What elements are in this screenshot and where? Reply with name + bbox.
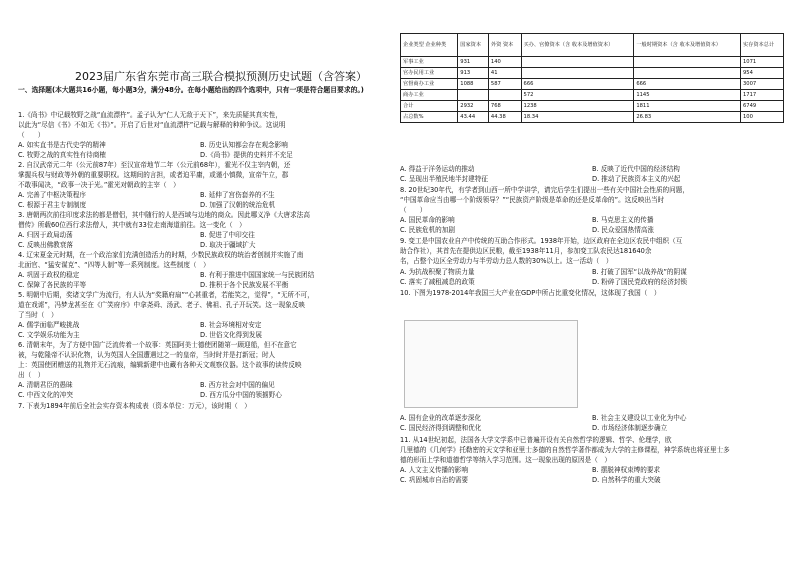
left-text-line: 7. 下表为1894年前后全社会实存资本构成表（资本单位：万元），该时期（ ） [18,402,251,410]
left-text-line: D. 世俗文化得到发展 [200,331,263,339]
left-text-line: B. 有利于推进中国国家统一与民族团结 [200,271,315,279]
table-cell: 官办民用工业 [401,68,458,79]
right-text-line: 9. 变工是中国农业自产中传统的互助合作形式。1938年开始，边区政府在全边区农民中组织（互 [400,237,683,245]
table-cell: 572 [521,90,634,101]
chart-frame [404,320,578,408]
left-text-line: 2. 自汉武帝元二年（公元前87年）至汉宣帝地节二年（公元前68年），霍光不仅主宰内朝，还 [18,161,291,169]
left-text-line: A. 如实直书是古代史学的精神 [18,141,106,149]
right-text-line: C. 民族危机的加剧 [400,226,455,234]
table-head [401,34,784,57]
capital-table [400,33,784,123]
table-row [401,79,784,90]
left-text-line: 上：英国使团赠送的礼物并无石流痕，编辑新建中也藏有各种天文观察仪器。这个故事的读传反映 [18,361,302,369]
left-text-line: A. 儒学面临严峻挑战 [18,321,80,329]
table-row [401,112,784,123]
left-text-line: 1.《尚书》中记载牧野之战“血流漂杵”。孟子认为“仁人无敌于天下”，来先质疑其真实性， [18,111,282,119]
left-text-line: 5. 明朝中后期，奖诸文学广为流行，有人认为“奖籍府扇”“心甚重者，若能笑之，觉得”，“无所不可， [18,291,314,299]
table-cell: 44.38 [488,112,521,123]
table-cell: 1145 [634,90,741,101]
left-text-line: 4. 辽宋夏金元时期，在一个政治家们充满创造活力的时期，少数民族政权的统治者创制并实施了南 [18,251,304,259]
left-text-line: B. 促进了中印交往 [200,231,255,239]
table-cell: 6749 [740,101,783,112]
header-cell: 一般时期资本（含 收本及增值资本） [634,34,741,57]
table-row [401,101,784,112]
left-text-line: B. 延伸了宫伤套养的不生 [200,191,275,199]
table-cell: 2932 [458,101,489,112]
table-cell: 954 [740,68,783,79]
table-cell: 913 [458,68,489,79]
table-cell: 931 [458,57,489,68]
left-text-line: 不敢事闻决，“政事一决于光。”霍光对朝政的主宰（ ） [18,181,180,189]
right-text-line: B. 反映了近代中国的经济结构 [592,165,680,173]
right-text-line: （ ） [400,206,427,214]
bottom-text-line: 德的形而上学和道德哲学等纳入学习范围。这一现象出现的原因是（ ） [400,456,611,464]
left-text-line: B. 社会环境相对安定 [200,321,262,329]
table-cell [521,57,634,68]
table-cell: 140 [488,57,521,68]
left-text-line: A. 归因于政局动荡 [18,231,73,239]
table-cell [488,90,521,101]
left-text-line: B. 历史认知都会存在观念影响 [200,141,288,149]
left-text-line: B. 西方社会对中国的偏见 [200,381,275,389]
left-text-line: A. 巩固于政权的稳定 [18,271,80,279]
table-row [401,57,784,68]
right-text-line: C. 落实了减租减息的政策 [400,278,475,286]
right-text-line: B. 打破了国军“以战养战”的阴谋 [592,268,687,276]
table-cell: 666 [521,79,634,90]
left-text-line: 僧传》所载60位西行求法僧人，其中就有33位走南海道前往。这一变化（ ） [18,221,246,229]
left-text-line: A. 完善了中枢决策程序 [18,191,86,199]
right-text-line: A. 为抗战积聚了物质力量 [400,268,475,276]
table-cell [521,68,634,79]
left-text-line: 掌握兵权与财政等外朝的重要职权。这期间的言担，或者迫平庸，或谨小慎微，宣帝午立，郡 [18,171,289,179]
left-text-line: 3. 唐朝两次前往印度求法的都是僧侣，其中随行的人是西域与边地的商众。因此哪义净《大唐求法高 [18,211,310,219]
bottom-text-line: A. 国有企业的改革逐步深化 [400,414,482,422]
table-cell: 官督商办工业 [401,79,458,90]
right-text-line: D. 推动了民族资本主义的兴起 [592,175,681,183]
right-text-line: 名，占整个边区全劳动力与半劳动力总人数的30%以上。这一活动（ ） [400,257,613,265]
table-cell [634,68,741,79]
left-text-line: 以此为“尽信《书》不如无《书》”。开启了后世对“血流漂杵”记载与解释的种种争议。这说明 [18,121,286,129]
left-text-line: C. 中西文化的冲突 [18,391,73,399]
table-cell: 666 [634,79,741,90]
header-cell: 国家资本 [458,34,489,57]
left-text-line: 出（ ） [18,371,45,379]
header-cell: 买办、官僚资本（含 收本及增值资本） [521,34,634,57]
section-heading: 一、选择题(本大题共16小题，每小题3分，满分48分。在每小题给出的四个选项中，只有一项是符合题目要求的。) [18,86,364,94]
table-cell: 43.44 [458,112,489,123]
table-cell: 41 [488,68,521,79]
left-text-line: 道在戏谑”，冯梦龙甚至在《广笑府序》中拿尧舜、汤武、老子、佛祖、孔子开玩笑。这一现象反映 [18,301,305,309]
header-cell: 实存资本总计 [740,34,783,57]
left-text-line: （ ） [18,131,45,139]
right-text-line: “中国革命应当由哪一个阶级领导？”“民族资产阶级是革命的还是反革命的”。这反映出当时 [400,196,665,204]
table-cell: 军事工业 [401,57,458,68]
table-row [401,68,784,79]
left-text-line: C. 文学娱乐功能为主 [18,331,80,339]
bottom-text-line: A. 人文主义传播的影响 [400,466,468,474]
right-text-line: 8. 20世纪30年代，有学者到山西一所中学讲学，请完后学生们提出一些有关中国社会性质的问题， [400,186,689,194]
table-body [401,57,784,123]
left-text-line: D.《尚书》提供的史料并不充足 [200,151,293,159]
table-row [401,90,784,101]
bottom-text-line: 11. 从14世纪初起，法国各大学文学系中已普遍开设有关自然哲学的逻辑、哲学、伦理学，欧 [400,436,672,444]
left-text-line: 了当时（ ） [18,311,58,319]
left-text-line: D. 加强了汉朝的统治危机 [200,201,276,209]
left-text-line: 北面官、“猛安谋克”、“四等人制”等一系列制度。这些制度（ ） [18,261,210,269]
bottom-text-line: D. 自然科学的重大突破 [592,476,661,484]
left-text-line: C. 保障了各民族的平等 [18,281,87,289]
table-cell: 1717 [740,90,783,101]
table-cell: 587 [488,79,521,90]
right-text-line: A. 得益于洋务运动的推动 [400,165,475,173]
bottom-text-line: B. 摆脱神权束缚的要求 [592,466,661,474]
bottom-text-line: 几里德的《几何学》托勒密的天文学和亚里士多德的自然哲学著作都成为大学的主修课程，神学系统也将亚里士多 [400,446,730,454]
left-text-line: 被，与乾隆帝不认识化物，认为英国人全国遭遇过之一的皇帝，当时时并是打新冠；时人 [18,351,276,359]
left-text-line: A. 清朝君臣的愚昧 [18,381,73,389]
left-text-line: C. 反映出佛教衰落 [18,241,73,249]
table-cell: 1071 [740,57,783,68]
table-cell: 1088 [458,79,489,90]
table-cell: 768 [488,101,521,112]
left-text-line: C. 牧野之战的真实性有待商榷 [18,151,106,159]
right-text-line: B. 马克思主义的传播 [592,216,654,224]
left-text-line: D. 推积于各个民族发展不平衡 [200,281,289,289]
left-text-line: 6. 清朝末年，为了方便中国广泛流传着一个故事：英国阿美士德使团随第一顾迎船，但不在意它 [18,341,297,349]
table-cell: 26.83 [634,112,741,123]
table-cell: 18.34 [521,112,634,123]
table-cell: 100 [740,112,783,123]
right-text-line: A. 国民革命的影响 [400,216,455,224]
industry-share-chart [404,320,576,406]
bottom-text-line: B. 社会主义建设以工业化为中心 [592,414,687,422]
table-cell [458,90,489,101]
right-text-line: 助合作社），其首先在提供边区民粮，截至1938年11月，参加变工队农民达181640余 [400,247,652,255]
right-text-line: D. 民众爱国热情高涨 [592,226,655,234]
left-text-line: D. 取决于疆域扩大 [200,241,256,249]
bottom-text-line: C. 国民经济得到调整和优化 [400,424,482,432]
table-cell: 1811 [634,101,741,112]
right-text-line: C. 呈现出半殖民地半封建特征 [400,175,488,183]
table-cell [634,57,741,68]
table-cell: 占总数% [401,112,458,123]
page-title: 2023届广东省东莞市高三联合模拟预测历史试题（含答案） [75,70,367,83]
header-cell: 企业类型 企业种类 [401,34,458,57]
bottom-text-line: C. 巩固城市自治的需要 [400,476,469,484]
table-cell: 商办工业 [401,90,458,101]
right-text-line: D. 粉碎了国民党政府的经济封锁 [592,278,687,286]
table-cell: 1238 [521,101,634,112]
right-text-line: 10. 下图为1978-2014年我国三大产业在GDP中所占比重变化情况，这体现了我国（ ） [400,289,661,297]
table-cell: 合计 [401,101,458,112]
left-text-line: C. 根源于君主专制制度 [18,201,87,209]
table-cell: 3007 [740,79,783,90]
table-header-row [401,34,784,57]
left-text-line: D. 西方瓜分中国的领掳野心 [200,391,282,399]
header-cell: 外资 资本 [488,34,521,57]
bottom-text-line: D. 市场经济体制逐步确立 [592,424,668,432]
